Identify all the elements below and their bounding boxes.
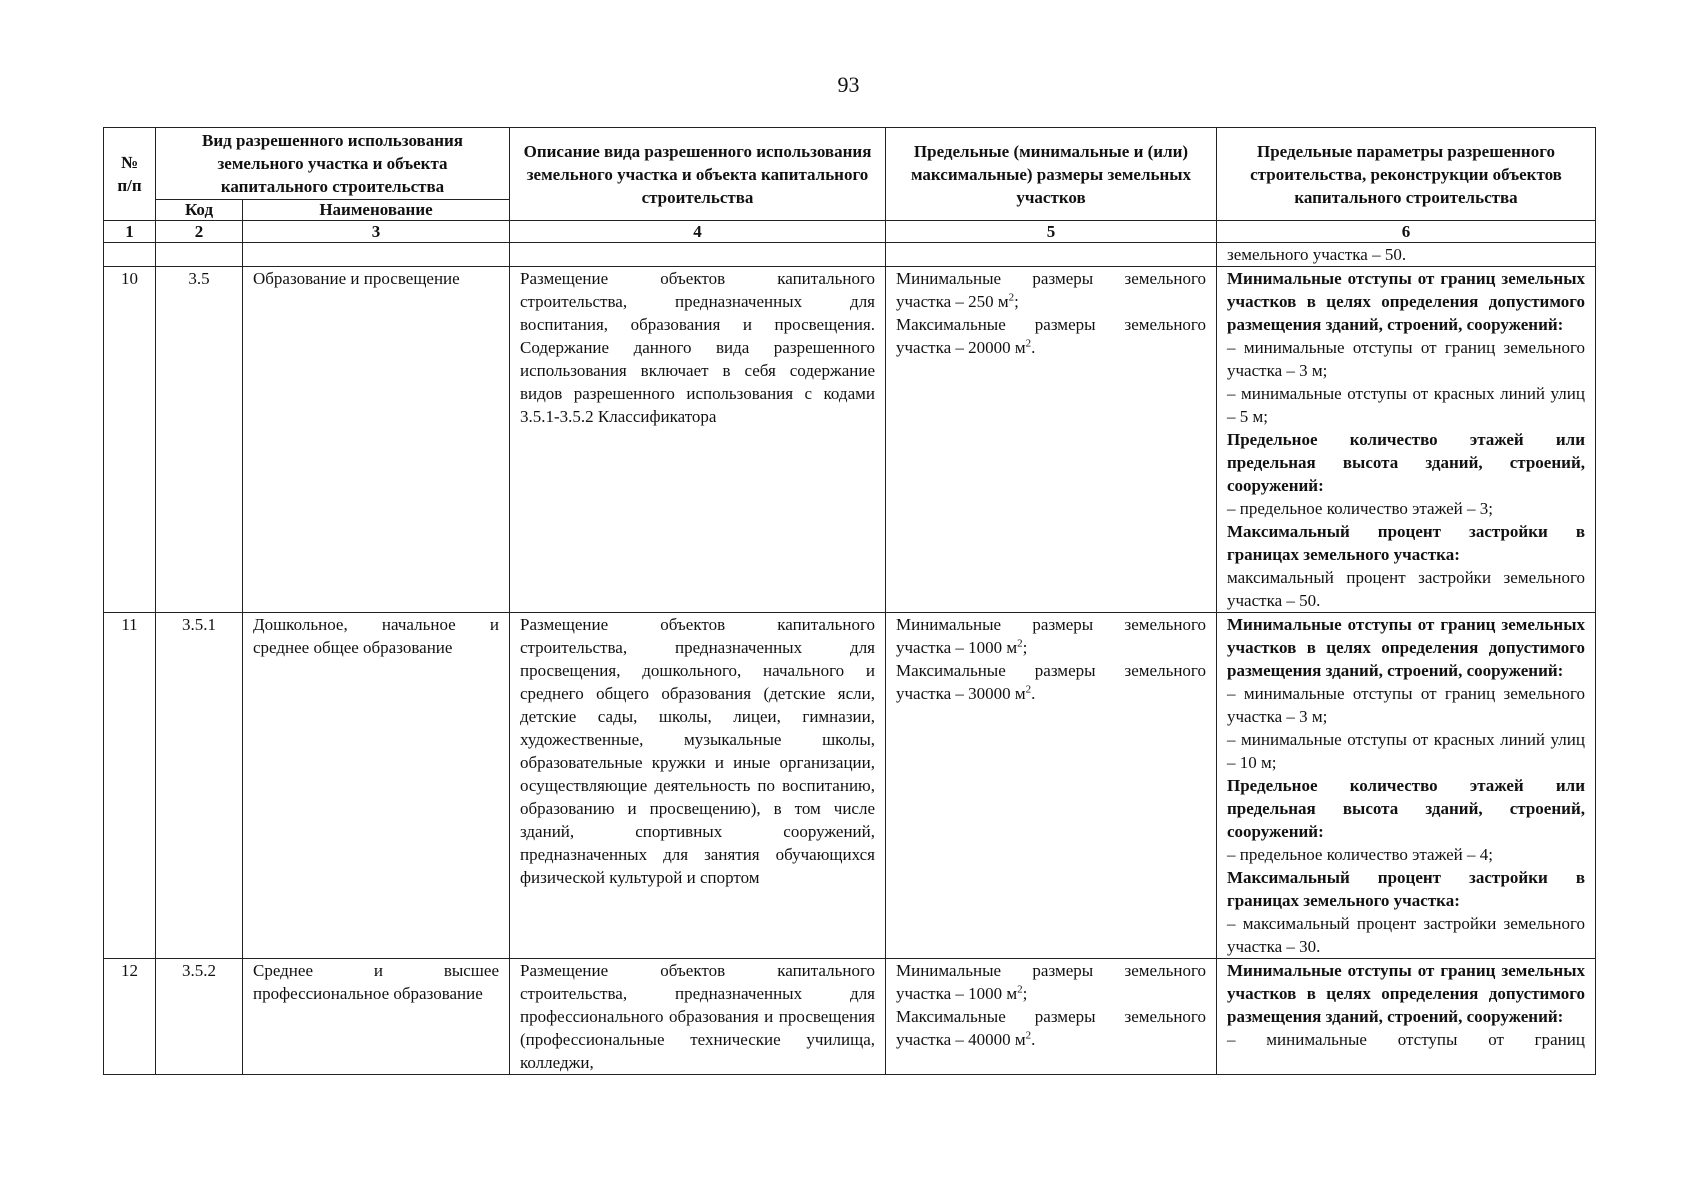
row-description: Размещение объектов капитального строительства, предназначенных для профессионального образования и просвещения (профессиональные технические училища, колледжи, (510, 959, 886, 1075)
row-name: Среднее и высшее профессиональное образование (243, 959, 510, 1075)
header-name: Наименование (243, 200, 510, 221)
row-plot-sizes: Минимальные размеры земельного участка – 1000 $м^2$; Максимальные размеры земельного участка – 30000 $м^2$. (886, 613, 1217, 959)
param-heading: Предельное количество этажей или предельная высота зданий, строений, сооружений: (1227, 430, 1585, 495)
column-number: 4 (510, 221, 886, 243)
param-heading: Предельное количество этажей или предельная высота зданий, строений, сооружений: (1227, 776, 1585, 841)
header-code: Код (156, 200, 243, 221)
param-item: – предельное количество этажей – 3; (1227, 499, 1493, 518)
column-number: 5 (886, 221, 1217, 243)
param-item: – предельное количество этажей – 4; (1227, 845, 1493, 864)
row-number: 11 (104, 613, 156, 959)
row-description: Размещение объектов капитального строительства, предназначенных для просвещения, дошкольного, начального и среднего общего образования (детские ясли, детские сады, школы, лицеи, гимназии, художественные, музыкальные школы, образовательные кружки и иные организации, осуществляющие деятельность по воспитанию, образованию и просвещению), в том числе зданий, спортивных сооружений, предназначенных для занятия обучающихся физической культурой и спортом (510, 613, 886, 959)
row-name: Дошкольное, начальное и среднее общее образование (243, 613, 510, 959)
param-heading: Максимальный процент застройки в границах земельного участка: (1227, 868, 1585, 910)
row-number: 12 (104, 959, 156, 1075)
param-item: – минимальные отступы от красных линий улиц – 5 м; (1227, 384, 1585, 426)
continuation-text: земельного участка – 50. (1217, 243, 1596, 267)
row-number: 10 (104, 267, 156, 613)
row-code: 3.5.1 (156, 613, 243, 959)
header-parameters: Предельные параметры разрешенного строительства, реконструкции объектов капитального строительства (1217, 128, 1596, 221)
table-row (104, 613, 1596, 959)
header-row (104, 128, 1596, 200)
row-description: Размещение объектов капитального строительства, предназначенных для воспитания, образования и просвещения. Содержание данного вида разрешенного использования включает в себя содержание видов разрешенного использования с кодами 3.5.1-3.5.2 Классификатора (510, 267, 886, 613)
zoning-table (103, 127, 1596, 1075)
header-description: Описание вида разрешенного использования земельного участка и объекта капитального строительства (510, 128, 886, 221)
page-number: 93 (837, 72, 860, 97)
param-heading: Максимальный процент застройки в границах земельного участка: (1227, 522, 1585, 564)
param-heading: Минимальные отступы от границ земельных участков в целях определения допустимого размещения зданий, строений, сооружений: (1227, 961, 1585, 1026)
header-use-type: Вид разрешенного использования земельного участка и объекта капитального строительства (156, 128, 510, 200)
header-plot-sizes: Предельные (минимальные и (или) максимальные) размеры земельных участков (886, 128, 1217, 221)
param-item: – минимальные отступы от границ земельного участка – 3 м; (1227, 338, 1585, 380)
row-parameters (1217, 959, 1596, 1075)
row-plot-sizes: Минимальные размеры земельного участка – 1000 $м^2$; Максимальные размеры земельного участка – 40000 $м^2$. (886, 959, 1217, 1075)
row-plot-sizes: Минимальные размеры земельного участка – 250 $м^2$; Максимальные размеры земельного участка – 20000 $м^2$. (886, 267, 1217, 613)
param-item: – минимальные отступы от красных линий улиц – 10 м; (1227, 730, 1585, 772)
row-parameters (1217, 613, 1596, 959)
column-numbers-row (104, 221, 1596, 243)
param-item: – минимальные отступы от границ (1227, 1030, 1585, 1049)
row-parameters (1217, 267, 1596, 613)
row-code: 3.5 (156, 267, 243, 613)
param-heading: Минимальные отступы от границ земельных участков в целях определения допустимого размещения зданий, строений, сооружений: (1227, 269, 1585, 334)
param-item: – минимальные отступы от границ земельного участка – 3 м; (1227, 684, 1585, 726)
column-number: 2 (156, 221, 243, 243)
table-row (104, 959, 1596, 1075)
column-number: 3 (243, 221, 510, 243)
column-number: 6 (1217, 221, 1596, 243)
param-heading: Минимальные отступы от границ земельных участков в целях определения допустимого размещения зданий, строений, сооружений: (1227, 615, 1585, 680)
row-name: Образование и просвещение (243, 267, 510, 613)
param-item: максимальный процент застройки земельного участка – 50. (1227, 568, 1585, 610)
header-num: № п/п (104, 128, 156, 221)
param-item: – максимальный процент застройки земельного участка – 30. (1227, 914, 1585, 956)
continuation-row (104, 243, 1596, 267)
table-row (104, 267, 1596, 613)
column-number: 1 (104, 221, 156, 243)
row-code: 3.5.2 (156, 959, 243, 1075)
